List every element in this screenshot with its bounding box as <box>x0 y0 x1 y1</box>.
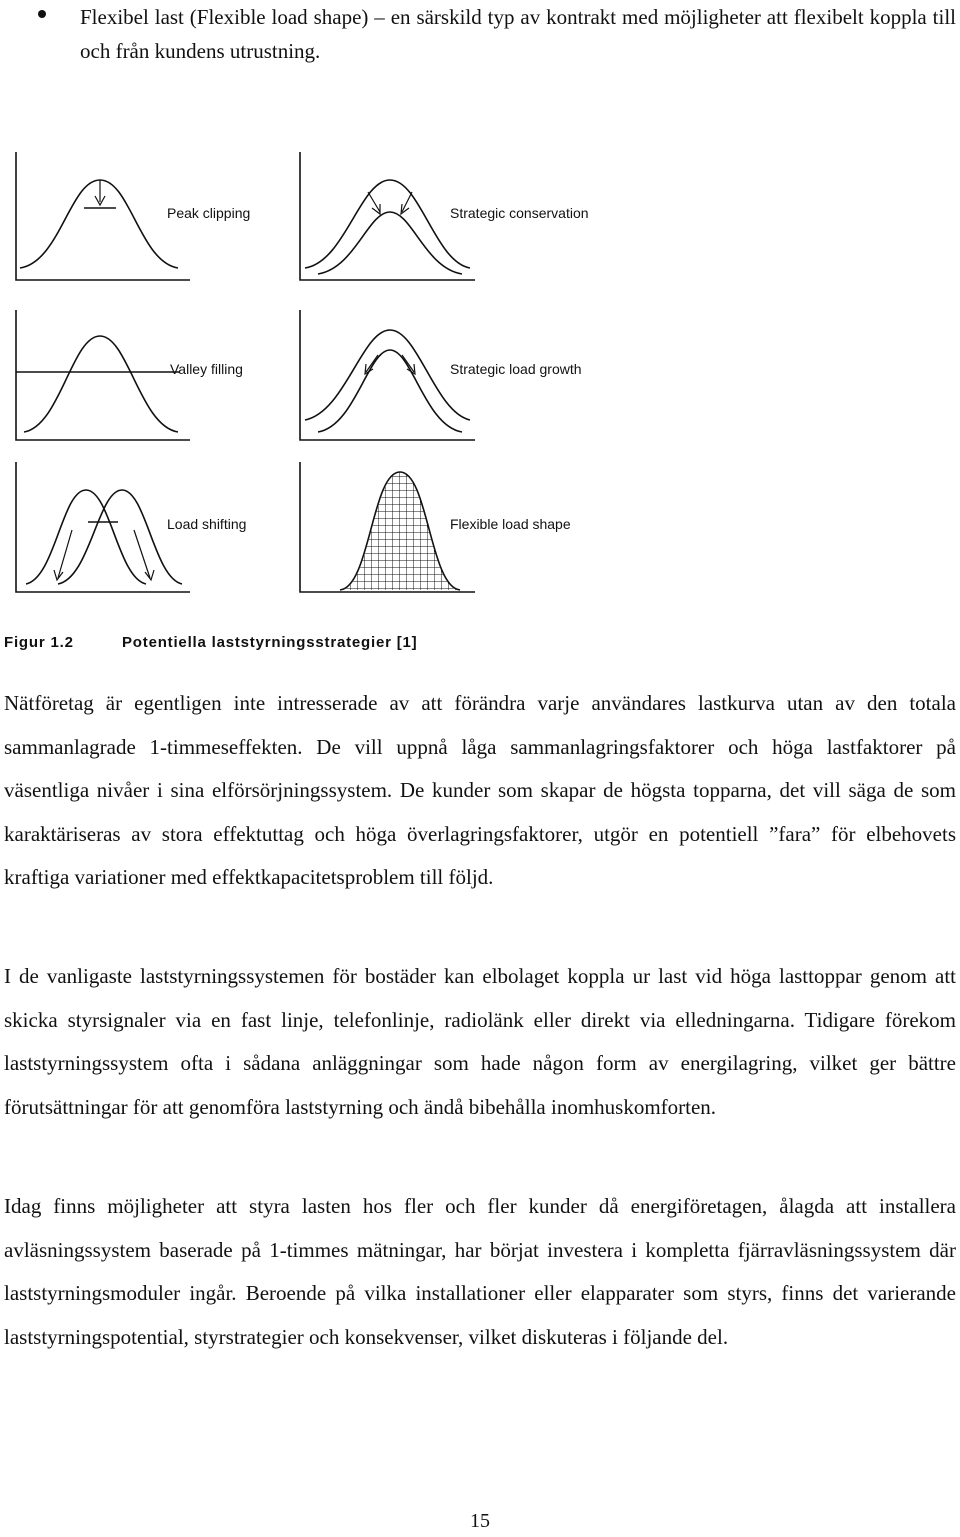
page-number: 15 <box>470 1510 490 1532</box>
figure-number: Figur 1.2 <box>4 634 74 651</box>
paragraph: Idag finns möjligheter att styra lasten hos fler och fler kunder då energiföretagen, ålagda att installera avläsningssystem baserade på 1-timmes mätningar, har börjat investera i kompletta fjärravläsningssystem där laststyrningsmoduler ingår. Beroende på vilka installationer eller elapparater som styrs, finns det varierande laststyrningspotential, styrstrategier och konsekvenser, vilket diskuteras i följande del. <box>4 1194 956 1349</box>
paragraph: Nätföretag är egentligen inte intresserade av att förändra varje användares lastkurva utan av den totala sammanlagrade 1-timmeseffekten. De vill uppnå låga sammanlagringsfaktorer och höga lastfaktorer på väsentliga nivåer i sina elförsörjningssystem. De kunder som skapar de högsta topparna, det vill säga de som karaktäriseras av stora effektuttag och höga överlagringsfaktorer, utgör en potentiell ”fara” för elbehovets kraftiga variationer med effektkapacitetsproblem till följd. <box>4 691 956 889</box>
panel-label-load-shifting: Load shifting <box>167 516 247 532</box>
paragraph: I de vanligaste laststyrningssystemen för bostäder kan elbolaget koppla ur last vid höga lasttoppar genom att skicka styrsignaler via en fast linje, telefonlinje, radiolänk eller direkt via elledningarna. Tidigare förekom laststyrningssystem ofta i sådana anläggningar som hade någon form av energilagring, vilket ger bättre förutsättningar för att genomföra laststyrning och ändå bibehålla inomhuskomforten. <box>4 964 956 1119</box>
valley-filling-panel <box>16 310 243 440</box>
load-shifting-panel <box>16 462 246 592</box>
flexible-load-shape-panel <box>300 462 571 592</box>
figure-caption <box>4 634 417 651</box>
figure-title: Potentiella laststyrningsstrategier [1] <box>122 634 418 651</box>
strategic-conservation-panel <box>300 152 589 280</box>
panel-label-strategic-load-growth: Strategic load growth <box>450 361 582 377</box>
panel-label-flexible-load-shape: Flexible load shape <box>450 516 571 532</box>
bullet-icon <box>38 10 46 18</box>
panel-label-peak-clipping: Peak clipping <box>167 205 251 221</box>
load-strategies-figure <box>0 150 630 600</box>
strategic-load-growth-panel <box>300 310 582 440</box>
peak-clipping-panel <box>16 152 250 280</box>
bullet-text: Flexibel last (Flexible load shape) – en särskild typ av kontrakt med möjligheter att flexibelt koppla till och från kundens utrustning. <box>80 5 956 63</box>
panel-label-strategic-conservation: Strategic conservation <box>450 205 589 221</box>
panel-label-valley-filling: Valley filling <box>170 361 243 377</box>
